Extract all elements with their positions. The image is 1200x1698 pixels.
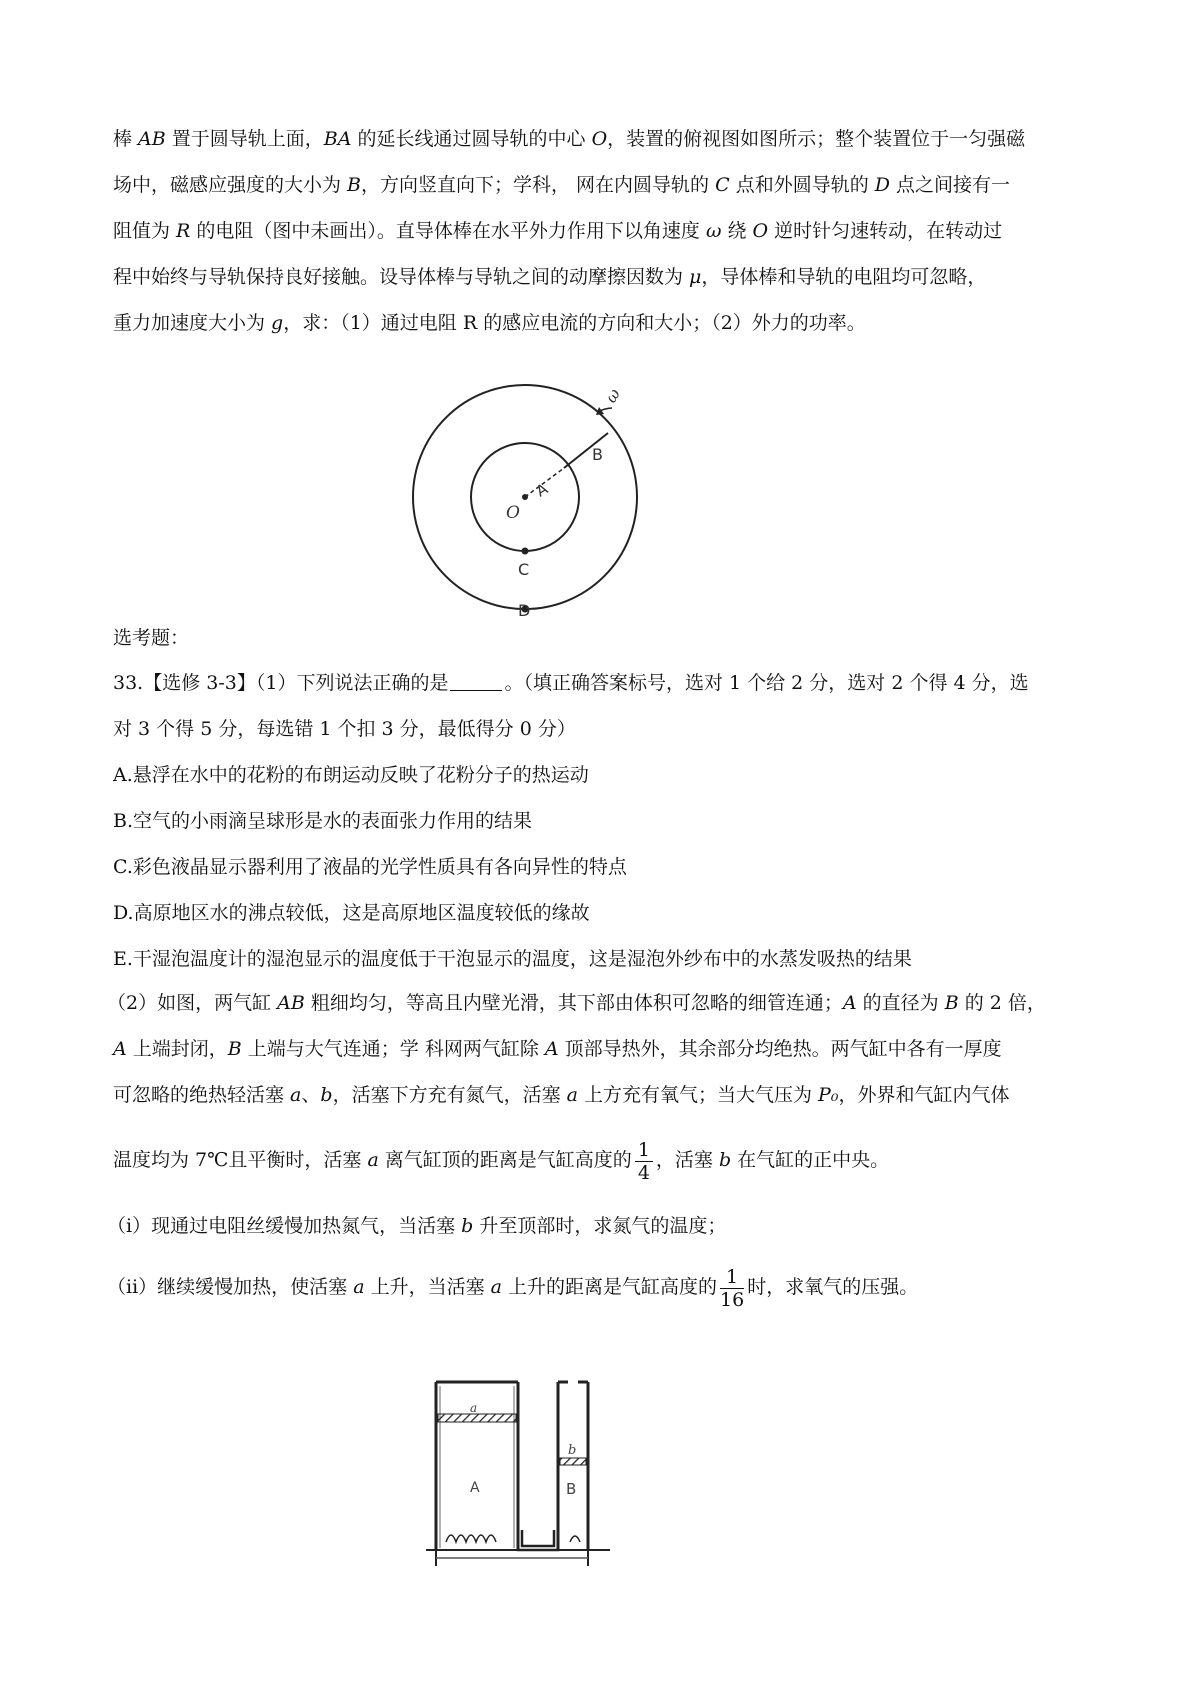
section-title: 选考题： — [113, 627, 190, 649]
label-omega: ω — [601, 385, 624, 406]
problem-line-3: 阻值为 R 的电阻（图中未画出）。直导体棒在水平外力作用下以角速度 ω 绕 O 逆时针匀速转动，在转动过 — [113, 220, 1003, 242]
piston-a — [438, 1414, 516, 1422]
fraction-one-sixteenth: $\frac{1}{16}$ — [720, 1265, 745, 1311]
rails-figure — [400, 380, 660, 620]
q33-part2-line-4: 温度均为 7℃且平衡时，活塞 a 离气缸顶的距离是气缸高度的 $\frac{1}{4}$ ，活塞 b 在气缸的正中央。 — [113, 1138, 890, 1184]
label-piston-a: a — [470, 1401, 478, 1415]
cylinder-b-wall — [558, 1382, 588, 1550]
q33-part2-line-1: （2）如图，两气缸 AB 粗细均匀，等高且内壁光滑，其下部由体积可忽略的细管连通；A 的直径为 B 的 2 倍， — [107, 992, 1046, 1014]
point-c — [522, 548, 529, 555]
fraction-one-quarter: $\frac{1}{4}$ — [635, 1139, 653, 1184]
label-c: C — [518, 560, 530, 579]
q33-line-1: 33.【选修 3-3】（1）下列说法正确的是 。（填正确答案标号，选对 1 个给 2 分，选对 2 个得 4 分，选 — [113, 672, 1029, 694]
option-d: D.高原地区水的沸点较低，这是高原地区温度较低的缘故 — [113, 902, 590, 924]
heating-wire-right-icon — [570, 1536, 580, 1542]
sub-question-ii: （ⅱ）继续缓慢加热，使活塞 a 上升，当活塞 a 上升的距离是气缸高度的 $\frac{1}{16}$ 时，求氧气的压强。 — [107, 1265, 919, 1311]
point-o — [522, 494, 528, 500]
heating-wire-icon — [446, 1535, 496, 1542]
problem-line-4: 程中始终与导轨保持良好接触。设导体棒与导轨之间的动摩擦因数为 μ，导体棒和导轨的电阻均可忽略， — [113, 266, 987, 288]
option-b: B.空气的小雨滴呈球形是水的表面张力作用的结果 — [113, 810, 533, 832]
option-c: C.彩色液晶显示器利用了液晶的光学性质具有各向异性的特点 — [113, 856, 627, 878]
piston-b — [560, 1458, 586, 1465]
label-d: D — [518, 601, 531, 620]
cylinders-figure — [420, 1370, 650, 1575]
answer-blank — [450, 672, 502, 691]
label-cylinder-b: B — [566, 1480, 577, 1498]
label-o: O — [506, 503, 520, 523]
q33-part2-line-3: 可忽略的绝热轻活塞 a、b，活塞下方充有氮气，活塞 a 上方充有氧气；当大气压为 P₀，外界和气缸内气体 — [113, 1084, 1010, 1106]
label-b: B — [592, 445, 603, 464]
q33-line-2: 对 3 个得 5 分，每选错 1 个扣 3 分，最低得分 0 分） — [113, 718, 576, 740]
label-piston-b: b — [568, 1443, 577, 1458]
option-e: E.干湿泡温度计的湿泡显示的温度低于干泡显示的温度，这是湿泡外纱布中的水蒸发吸热的结果 — [113, 948, 912, 970]
connecting-tube — [518, 1530, 558, 1550]
label-a: A — [533, 479, 551, 501]
problem-line-2: 场中，磁感应强度的大小为 B，方向竖直向下；学科， 网在内圆导轨的 C 点和外圆导轨的 D 点之间接有一 — [113, 174, 1011, 196]
problem-line-1: 棒 AB 置于圆导轨上面，BA 的延长线通过圆导轨的中心 O，装置的俯视图如图所示；整个装置位于一匀强磁 — [113, 128, 1026, 150]
sub-question-i: （ⅰ）现通过电阻丝缓慢加热氮气，当活塞 b 升至顶部时，求氮气的温度； — [107, 1215, 727, 1237]
option-a: A.悬浮在水中的花粉的布朗运动反映了花粉分子的热运动 — [113, 764, 589, 786]
problem-line-5: 重力加速度大小为 g，求：（1）通过电阻 R 的感应电流的方向和大小；（2）外力的功率。 — [113, 312, 866, 334]
q33-part2-line-2: A 上端封闭，B 上端与大气连通；学 科网两气缸除 A 顶部导热外，其余部分均绝热。两气缸中各有一厚度 — [113, 1038, 1002, 1060]
label-cylinder-a: A — [470, 1480, 480, 1496]
